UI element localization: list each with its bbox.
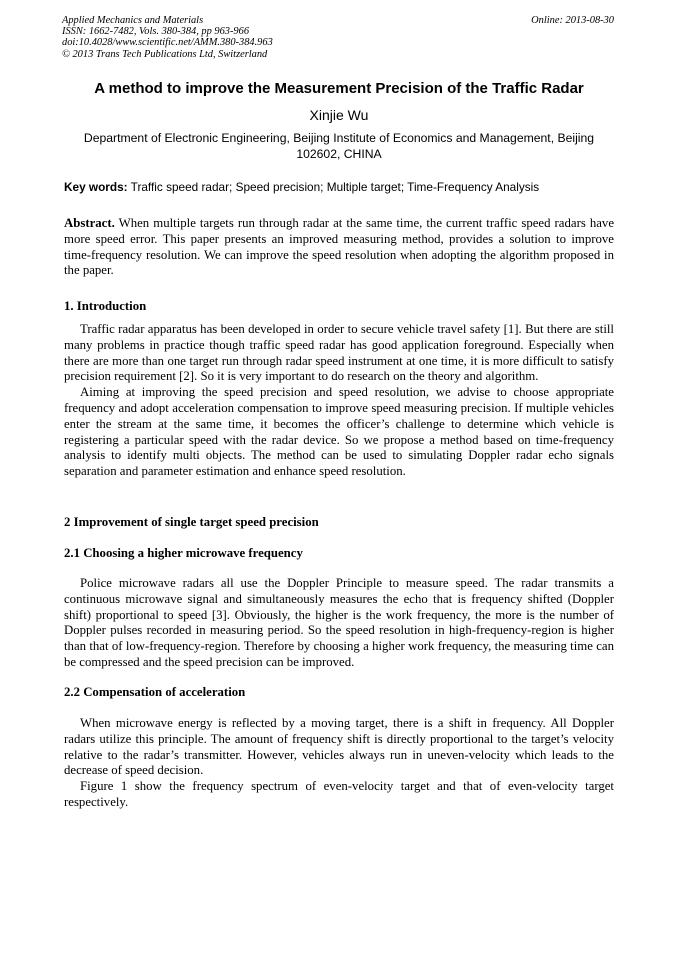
subsection-2-1-body: [64, 576, 614, 671]
section-2-2-paragraph-2: Figure 1 show the frequency spectrum of even-velocity target and that of even-velocity target respectively.: [64, 779, 614, 809]
doi-line: doi:10.4028/www.scientific.net/AMM.380-384.963: [62, 37, 273, 49]
keywords-label: Key words:: [64, 180, 128, 194]
abstract-label: Abstract.: [64, 216, 115, 230]
section-heading-introduction: 1. Introduction: [64, 299, 147, 313]
subsection-heading-2-1: 2.1 Choosing a higher microwave frequency: [64, 546, 303, 560]
keywords-line: [64, 180, 624, 194]
author-name: Xinjie Wu: [309, 107, 369, 123]
introduction-body: [64, 322, 614, 480]
journal-header: [62, 15, 273, 60]
section-2-1-paragraph: Police microwave radars all use the Doppler Principle to measure speed. The radar transmits a continuous microwave signal and simultaneously measures the echo that is frequency shifted (Doppler shift) proportional to speed [3]. Obviously, the higher is the work frequency, the more is the number of Doppler pulses recorded in measuring period. So the speed resolution in high-frequency-region is higher than that of low-frequency-region. Therefore by choosing a higher work frequency, the measuring time can be compressed and the speed precision can be improved.: [64, 576, 614, 669]
section-2-2-paragraph-1: When microwave energy is reflected by a moving target, there is a shift in frequency. All Doppler radars utilize this principle. The amount of frequency shift is directly proportional to the target’s velocity relative to the radar’s transmitter. However, vehicles always run in uneven-velocity which leads to the decrease of speed decision.: [64, 716, 614, 778]
intro-paragraph-1: Traffic radar apparatus has been developed in order to secure vehicle travel safety [1]. But there are still many problems in practice though traffic speed radar has good application foreground. Especially when there are more than one target run through radar speed instrument at one time, it is more difficult to satisfy precision requirement [2]. So it is very important to do research on the theory and algorithm.: [64, 322, 614, 384]
journal-name: Applied Mechanics and Materials: [62, 15, 204, 26]
keywords-text: Traffic speed radar; Speed precision; Multiple target; Time-Frequency Analysis: [130, 180, 540, 194]
intro-paragraph-2: Aiming at improving the speed precision and speed resolution, we advise to choose appropriate frequency and adopt acceleration compensation to improve speed measuring precision. If multiple vehicles enter the stream at the same time, it becomes the officer’s challenge to determine which vehicle is registering a particular speed with the radar device. So we propose a method based on time-frequency analysis to identify multi objects. The method can be used to simulating Doppler radar echo signals separation and parameter estimation and enhance speed resolution.: [64, 385, 614, 479]
author-affiliation: Department of Electronic Engineering, Beijing Institute of Economics and Management, Beijing 102602, CHINA: [83, 131, 595, 161]
paper-title: A method to improve the Measurement Precision of the Traffic Radar: [94, 80, 584, 97]
subsection-heading-2-2: 2.2 Compensation of acceleration: [64, 685, 246, 699]
online-date: Online: 2013-08-30: [531, 15, 614, 26]
subsection-2-2-body: [64, 716, 614, 811]
abstract-block: [64, 216, 614, 279]
copyright-line: © 2013 Trans Tech Publications Ltd, Switzerland: [62, 48, 268, 60]
issn-line: ISSN: 1662-7482, Vols. 380-384, pp 963-966: [62, 26, 250, 38]
abstract-text: When multiple targets run through radar at the same time, the current traffic speed radars have more speed error. This paper presents an improved measuring method, provides a solution to improve time-frequency resolution. We can improve the speed resolution when adopting the algorithm proposed in the paper.: [64, 216, 614, 278]
section-heading-2: 2 Improvement of single target speed precision: [64, 515, 319, 529]
